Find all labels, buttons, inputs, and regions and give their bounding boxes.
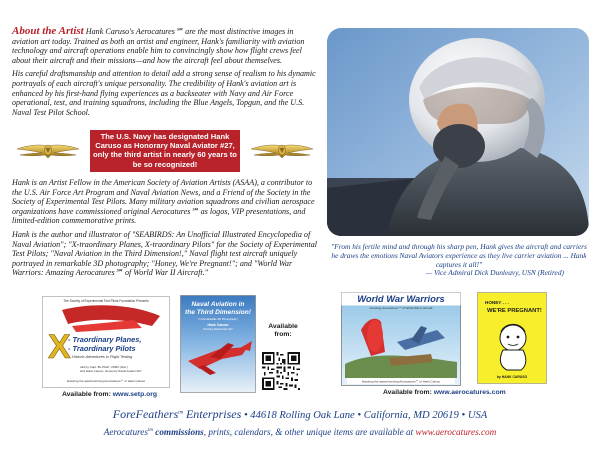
book-warriors-footer: featuring the award-winning Aerocatures℠ of Hank Caruso xyxy=(361,379,441,384)
book-naval-aviation-3d[interactable] xyxy=(180,295,256,393)
quote-attribution: — Vice Admiral Dick Dunleavy, USN (Retired) xyxy=(425,268,564,278)
company-name: ForeFeathers xyxy=(112,407,179,421)
banner-text: The U.S. Navy has designated Hank Caruso as Honorary Naval Aviator #27, only the third artist in nearly 60 years to be so recognized! xyxy=(90,130,240,172)
book-honey-title-1: HONEY . . . xyxy=(485,300,509,305)
about-paragraph-1 xyxy=(12,27,318,65)
pilot-helmet-image xyxy=(327,28,589,236)
book-x-credit-2: and Hank Caruso, Honorary Naval Aviator #27 xyxy=(80,369,142,373)
qr-available-label-2: from: xyxy=(274,331,292,338)
qr-code-icon xyxy=(262,352,300,390)
book-world-war-warriors[interactable] xyxy=(341,292,461,386)
book-warriors-subtitle: Amazing Aerocatures℠ of World War II Aircraft xyxy=(369,306,433,310)
company-address: • 44618 Rolling Oak Lane • California, MD 20619 • USA xyxy=(243,410,488,421)
book-x-header: The Society of Experimental Test Pilots Foundation Presents xyxy=(63,299,149,303)
book-x-subtitle: Historic Adventures in Flight Testing xyxy=(72,355,133,359)
book-3d-title-1: Naval Aviation in xyxy=(191,301,245,308)
testimonial-quote xyxy=(330,243,588,278)
about-intro-text: Hank Caruso's Aerocatures℠ are the most distinctive images in aviation art today. Trained as both an artist and engineer, Hank's familiarity with aviation technology and aircraft operations enable him to convincingly show how flight crews feel about their aircraft and their missions—and how the aircraft feel about themselves. xyxy=(12,27,305,65)
book-3d-title-2: the Third Dimension! xyxy=(185,309,251,316)
aerocatures-availability xyxy=(383,389,506,396)
setp-availability xyxy=(62,391,157,398)
book-cover-honey xyxy=(477,292,547,384)
setp-available-label: Available from: xyxy=(62,391,111,398)
book-warriors-title: World War Warriors xyxy=(357,293,445,304)
book-3d-author-note: Honorary Naval Aviator #27 xyxy=(203,328,233,331)
aero-available-label: Available from: xyxy=(383,389,432,396)
naval-aviator-wings-icon xyxy=(16,142,80,160)
book-cover-warriors xyxy=(341,292,461,386)
about-section xyxy=(12,27,318,121)
book-cover-xtraordinary xyxy=(42,296,170,388)
qr-availability xyxy=(266,323,300,339)
book-x-footer: featuring the award-winning Aerocatures℠ of Hank Caruso xyxy=(66,379,146,383)
naval-aviator-wings-icon xyxy=(250,142,314,160)
footer-brand: Aerocatures xyxy=(103,427,148,437)
aerocatures-link[interactable]: www.aerocatures.com xyxy=(433,389,506,396)
book-honey-title-2: WE'RE PREGNANT! xyxy=(487,308,542,314)
bio-paragraph-1: Hank is an Artist Fellow in the American Society of Aviation Artists (ASAA), a contributor to the U.S. Air Force Art Program and Naval Aviation News, and a Friend of the Society in the Society of Experimental Test Pilots. Many military aviation squadrons and civilian aerospace organizations have commissioned original Aerocatures℠ as logos, VIP presentations, and limited-edition commemorative prints. xyxy=(12,178,315,226)
footer-address xyxy=(0,407,600,422)
book-3d-subtitle: In Remarkable 3D Photography xyxy=(198,317,238,321)
bio-section xyxy=(12,178,318,282)
footer-commissions-label: commissions xyxy=(155,427,204,437)
book-x-letter: X xyxy=(48,328,71,366)
setp-link[interactable]: www.setp.org xyxy=(112,391,158,398)
book-honey-author: by HANK CARUSO xyxy=(496,375,528,379)
pilot-photo xyxy=(327,28,589,236)
qr-code[interactable] xyxy=(262,352,300,390)
book-xtraordinary-planes[interactable] xyxy=(42,296,170,388)
company-trademark: tm xyxy=(178,410,184,416)
footer-commissions xyxy=(0,427,600,437)
book-x-title-2: - Traordinary Pilots xyxy=(68,344,136,353)
footer-commissions-text: , prints, calendars, & other unique items are available at xyxy=(203,427,414,437)
honorary-aviator-banner xyxy=(12,128,318,174)
book-honey-pregnant[interactable] xyxy=(477,292,547,384)
book-x-title-1: - Traordinary Planes, xyxy=(68,335,142,344)
book-cover-naval-3d xyxy=(180,295,256,393)
book-3d-author: Hank Caruso xyxy=(207,323,229,327)
bio-paragraph-2: Hank is the author and illustrator of "SEABIRDS: An Unofficial Illustrated Encyclopedia of Naval Aviation"; "X-traordinary Planes, X-traordinary Pilots" for the Society of Experimental Test Pilots; "Naval Aviation in the Third Dimension!," Naval flight test aircraft uniquely portrayed in remarkable 3D photography; "Honey, We're Pregnant!"; and "World War Warriors: Amazing Aerocatures℠ of World War II Aircraft." xyxy=(12,229,318,278)
company-suffix: Enterprises xyxy=(185,407,242,421)
footer-website-link[interactable]: www.aerocatures.com xyxy=(415,427,497,437)
footer-brand-trademark: tm xyxy=(147,427,153,433)
about-heading: About the Artist xyxy=(12,25,84,37)
quote-text: "From his fertile mind and through his sharp pen, Hank gives the aircraft and carriers he draws the emotions Naval Aviators experience as they live carrier aviation ... Hank captures it all!" xyxy=(331,242,587,269)
qr-available-label-1: Available xyxy=(268,323,298,330)
book-x-credit-1: told by Capt. Bo Pfeiff, USMC (Ret.) xyxy=(80,365,128,369)
about-paragraph-2: His careful draftsmanship and attention to detail add a strong sense of realism to his dynamic portrayals of each aircraft's unique personality. The credibility of Hank's aviation art is enhanced by his first-hand flying experiences as a backseater with Navy and Air Force operational, test, and training squadrons, including the Blue Angels, Topgun, and the U.S. Naval Test Pilot School. xyxy=(12,69,316,117)
